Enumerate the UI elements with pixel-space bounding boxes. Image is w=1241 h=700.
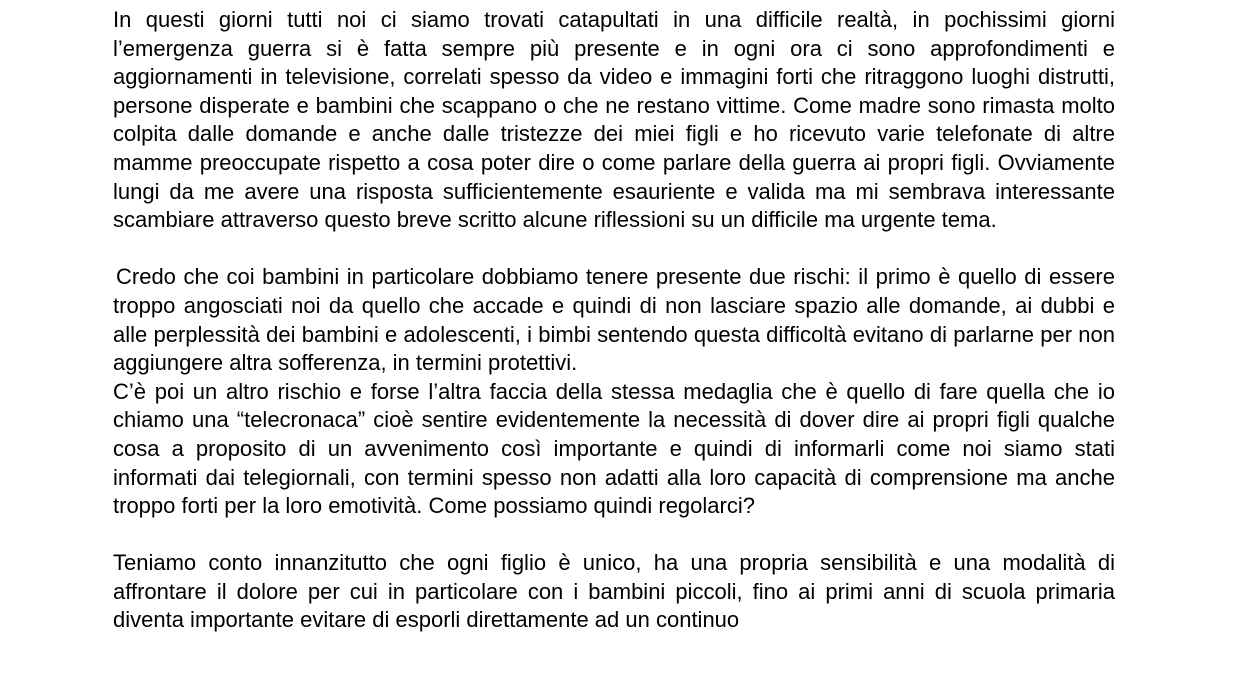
paragraph-spacer — [113, 235, 1115, 264]
paragraph-second-risk: C’è poi un altro rischio e forse l’altra faccia della stessa medaglia che è quello di fare quella che io chiamo una “telecronaca” cioè sentire evidentemente la necessità di dover dire ai propri figli qualche cosa a proposito di un avvenimento così importante e quindi di informarli come noi siamo stati informati dai telegiornali, con termini spesso non adatti alla loro capacità di comprensione ma anche troppo forti per la loro emotività. Come possiamo quindi regolarci? — [113, 378, 1115, 519]
document-page — [113, 6, 1115, 635]
paragraph-unique-child: Teniamo conto innanzitutto che ogni figlio è unico, ha una propria sensibilità e una modalità di affrontare il dolore per cui in particolare con i bambini piccoli, fino ai primi anni di scuola primaria diventa importante evitare di esporli direttamente ad un continuo — [113, 550, 1115, 633]
paragraph-intro: In questi giorni tutti noi ci siamo trovati catapultati in una difficile realtà, in pochissimi giorni l’emergenza guerra si è fatta sempre più presente e in ogni ora ci sono approfondimenti e aggiornamenti in televisione, correlati spesso da video e immagini forti che ritraggono luoghi distrutti, persone disperate e bambini che scappano o che ne restano vittime. Come madre sono rimasta molto colpita dalle domande e anche dalle tristezze dei miei figli e ho ricevuto varie telefonate di altre mamme preoccupate rispetto a cosa poter dire o come parlare della guerra ai propri figli. Ovviamente lungi da me avere una risposta sufficientemente esauriente e valida ma mi sembrava interessante scambiare attraverso questo breve scritto alcune riflessioni su un difficile ma urgente tema. — [113, 7, 1115, 233]
paragraph-two-risks: Credo che coi bambini in particolare dobbiamo tenere presente due rischi: il primo è quello di essere troppo angosciati noi da quello che accade e quindi di non lasciare spazio alle domande, ai dubbi e alle perplessità dei bambini e adolescenti, i bimbi sentendo questa difficoltà evitano di parlarne per non aggiungere altra sofferenza, in termini protettivi. — [113, 264, 1115, 376]
paragraph-spacer — [113, 521, 1115, 550]
